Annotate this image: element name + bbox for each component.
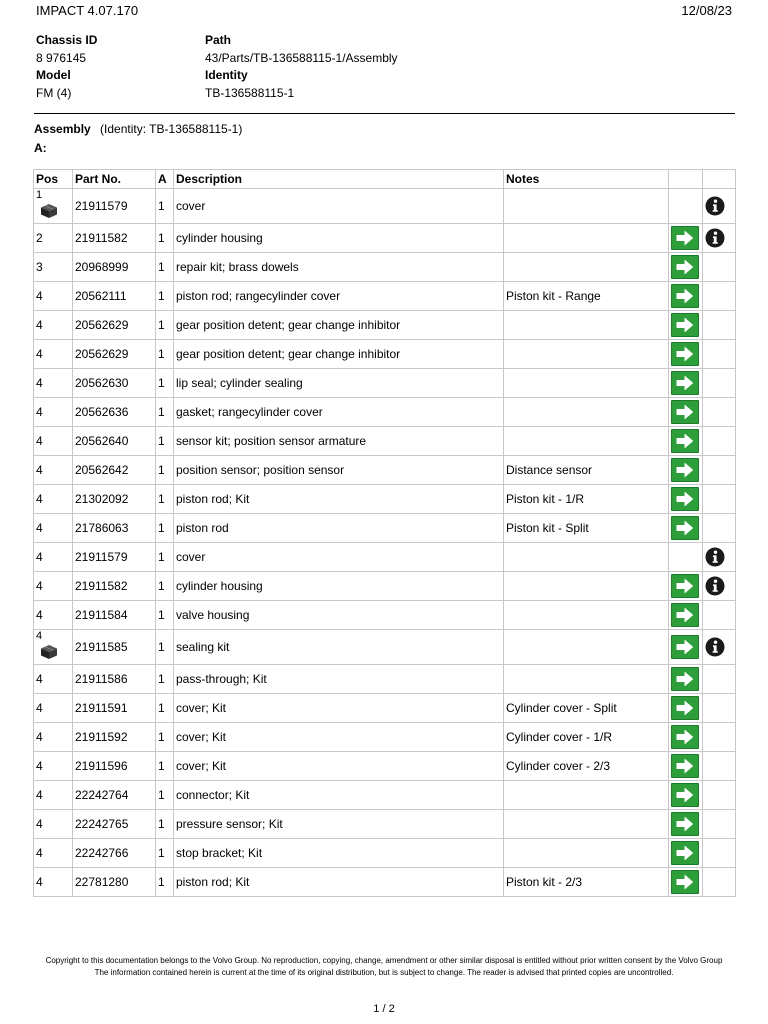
quantity: 1 [156,485,174,514]
action-cell [669,781,703,810]
pos-cell: 4 [34,694,73,723]
notes: Cylinder cover - Split [504,694,669,723]
pos-cell: 4 [34,369,73,398]
info-icon[interactable] [705,576,725,596]
table-row [34,427,736,456]
arrow-right-icon[interactable] [671,696,699,720]
arrow-right-icon[interactable] [671,284,699,308]
description: repair kit; brass dowels [174,253,504,282]
action-cell [669,398,703,427]
col-header-part: Part No. [73,170,156,189]
parts-table [33,169,736,897]
part-number: 20562629 [73,311,156,340]
pos-cell: 4 [34,485,73,514]
info-cell [703,694,736,723]
part-number: 21911591 [73,694,156,723]
description: cover; Kit [174,752,504,781]
pos-cell: 4 [34,514,73,543]
table-row [34,665,736,694]
info-cell [703,601,736,630]
description: cover [174,543,504,572]
page-number: 1 / 2 [373,1003,395,1015]
action-cell [669,514,703,543]
quantity: 1 [156,189,174,224]
info-cell [703,398,736,427]
table-row [34,839,736,868]
info-cell [703,839,736,868]
arrow-right-icon[interactable] [671,870,699,894]
a-label: A: [34,141,47,155]
part-number: 22242766 [73,839,156,868]
description: gear position detent; gear change inhibitor [174,311,504,340]
info-cell [703,340,736,369]
action-cell [669,630,703,665]
description: lip seal; cylinder sealing [174,369,504,398]
arrow-right-icon[interactable] [671,812,699,836]
action-cell [669,224,703,253]
arrow-right-icon[interactable] [671,754,699,778]
part-number: 20562630 [73,369,156,398]
notes: Piston kit - Range [504,282,669,311]
action-cell [669,253,703,282]
part-number: 21911585 [73,630,156,665]
quantity: 1 [156,694,174,723]
quantity: 1 [156,839,174,868]
pos-cell: 2 [34,224,73,253]
action-cell [669,282,703,311]
info-cell [703,189,736,224]
description: gear position detent; gear change inhibitor [174,340,504,369]
action-cell [669,311,703,340]
arrow-right-icon[interactable] [671,371,699,395]
quantity: 1 [156,868,174,897]
part-number: 20562111 [73,282,156,311]
table-row [34,514,736,543]
description: connector; Kit [174,781,504,810]
action-cell [669,543,703,572]
meta-left [36,32,97,102]
part-number: 20562640 [73,427,156,456]
info-cell [703,868,736,897]
description: piston rod [174,514,504,543]
assembly-identity: (Identity: TB-136588115-1) [100,122,243,136]
action-cell [669,868,703,897]
quantity: 1 [156,723,174,752]
pos-cell: 4 [34,282,73,311]
quantity: 1 [156,398,174,427]
action-cell [669,189,703,224]
arrow-right-icon[interactable] [671,603,699,627]
table-row [34,694,736,723]
quantity: 1 [156,427,174,456]
meta-right [205,32,398,102]
arrow-right-icon[interactable] [671,255,699,279]
notes [504,601,669,630]
table-row [34,630,736,665]
quantity: 1 [156,543,174,572]
notes [504,810,669,839]
part-box-icon[interactable] [40,644,58,663]
identity-value: TB-136588115-1 [205,86,295,100]
pos-cell: 4 [34,752,73,781]
quantity: 1 [156,340,174,369]
table-header-row [34,170,736,189]
arrow-right-icon[interactable] [671,725,699,749]
pos-cell [34,189,73,224]
info-cell [703,311,736,340]
table-row [34,810,736,839]
arrow-right-icon[interactable] [671,516,699,540]
part-number: 20562629 [73,340,156,369]
description: piston rod; rangecylinder cover [174,282,504,311]
pos-cell: 4 [34,868,73,897]
action-cell [669,427,703,456]
description: position sensor; position sensor [174,456,504,485]
assembly-heading [34,122,242,136]
notes [504,572,669,601]
quantity: 1 [156,630,174,665]
info-cell [703,665,736,694]
info-cell [703,282,736,311]
col-header-notes: Notes [504,170,669,189]
arrow-right-icon[interactable] [671,313,699,337]
action-cell [669,485,703,514]
description: piston rod; Kit [174,868,504,897]
col-header-info [703,170,736,189]
info-cell [703,456,736,485]
pos-cell: 4 [34,723,73,752]
part-number: 21911582 [73,572,156,601]
table-row [34,369,736,398]
action-cell [669,601,703,630]
table-row [34,340,736,369]
copyright-text: Copyright to this documentation belongs to the Volvo Group. No reproduction, copying, change, amendment or other similar disposal is entitled without prior written consent by the Volvo Group [45,956,723,965]
info-cell [703,253,736,282]
table-row [34,485,736,514]
notes [504,665,669,694]
notes [504,369,669,398]
action-cell [669,810,703,839]
parts-table-body [34,189,736,897]
info-cell [703,427,736,456]
table-row [34,723,736,752]
action-cell [669,723,703,752]
pos-cell: 4 [34,839,73,868]
info-cell [703,630,736,665]
info-icon[interactable] [705,228,725,248]
notes [504,253,669,282]
disclaimer-text: The information contained herein is current at the time of its original distribution, but is subject to change. The reader is advised that printed copies are uncontrolled. [94,968,674,977]
pos-cell: 4 [34,810,73,839]
notes: Piston kit - 1/R [504,485,669,514]
notes [504,189,669,224]
notes [504,781,669,810]
info-icon[interactable] [705,196,725,216]
notes: Piston kit - Split [504,514,669,543]
chassis-value: 8 976145 [36,51,87,65]
pos-cell: 3 [34,253,73,282]
description: cover; Kit [174,723,504,752]
assembly-label: Assembly [34,122,91,136]
pos-cell: 4 [34,311,73,340]
info-cell [703,224,736,253]
part-number: 21911596 [73,752,156,781]
action-cell [669,340,703,369]
notes: Piston kit - 2/3 [504,868,669,897]
description: stop bracket; Kit [174,839,504,868]
table-row [34,572,736,601]
info-cell [703,543,736,572]
top-bar [36,3,732,19]
notes [504,543,669,572]
notes [504,224,669,253]
col-header-a: A [156,170,174,189]
pos-cell: 4 [34,427,73,456]
footer [30,955,738,979]
pos-cell: 4 [34,398,73,427]
table-row [34,311,736,340]
arrow-right-icon[interactable] [671,400,699,424]
quantity: 1 [156,665,174,694]
part-number: 22781280 [73,868,156,897]
info-cell [703,723,736,752]
table-row [34,224,736,253]
table-row [34,253,736,282]
description: sensor kit; position sensor armature [174,427,504,456]
quantity: 1 [156,369,174,398]
part-number: 20968999 [73,253,156,282]
arrow-right-icon[interactable] [671,574,699,598]
arrow-right-icon[interactable] [671,635,699,659]
action-cell [669,839,703,868]
description: cylinder housing [174,572,504,601]
pos-cell: 4 [34,601,73,630]
notes [504,630,669,665]
pos-value: 1 [36,189,43,201]
table-row [34,868,736,897]
part-number: 21302092 [73,485,156,514]
info-cell [703,781,736,810]
part-number: 21786063 [73,514,156,543]
path-value: 43/Parts/TB-136588115-1/Assembly [205,51,398,65]
identity-label: Identity [205,68,248,82]
part-number: 21911592 [73,723,156,752]
notes [504,340,669,369]
table-row [34,601,736,630]
quantity: 1 [156,514,174,543]
notes [504,427,669,456]
table-row [34,456,736,485]
arrow-right-icon[interactable] [671,458,699,482]
notes [504,839,669,868]
col-header-description: Description [174,170,504,189]
description: cover; Kit [174,694,504,723]
part-number: 21911586 [73,665,156,694]
pos-cell [34,630,73,665]
description: pass-through; Kit [174,665,504,694]
part-number: 21911579 [73,189,156,224]
part-number: 22242764 [73,781,156,810]
notes [504,311,669,340]
quantity: 1 [156,601,174,630]
pos-cell: 4 [34,456,73,485]
arrow-right-icon[interactable] [671,783,699,807]
header-divider [34,113,735,114]
quantity: 1 [156,224,174,253]
col-header-action [669,170,703,189]
quantity: 1 [156,572,174,601]
pos-cell: 4 [34,572,73,601]
notes: Cylinder cover - 1/R [504,723,669,752]
model-label: Model [36,68,71,82]
pos-cell: 4 [34,781,73,810]
col-header-pos: Pos [34,170,73,189]
part-box-icon[interactable] [40,203,58,222]
part-number: 20562642 [73,456,156,485]
pos-cell: 4 [34,543,73,572]
action-cell [669,369,703,398]
chassis-label: Chassis ID [36,33,98,47]
path-label: Path [205,33,232,47]
action-cell [669,694,703,723]
part-number: 21911579 [73,543,156,572]
quantity: 1 [156,253,174,282]
quantity: 1 [156,282,174,311]
quantity: 1 [156,810,174,839]
action-cell [669,572,703,601]
pos-cell: 4 [34,665,73,694]
arrow-right-icon[interactable] [671,841,699,865]
info-cell [703,485,736,514]
info-cell [703,752,736,781]
pos-value: 4 [36,630,43,642]
action-cell [669,456,703,485]
part-number: 22242765 [73,810,156,839]
notes [504,398,669,427]
table-row [34,752,736,781]
description: gasket; rangecylinder cover [174,398,504,427]
quantity: 1 [156,311,174,340]
table-row [34,398,736,427]
action-cell [669,752,703,781]
info-cell [703,369,736,398]
quantity: 1 [156,752,174,781]
table-row [34,543,736,572]
info-cell [703,514,736,543]
description: pressure sensor; Kit [174,810,504,839]
action-cell [669,665,703,694]
table-row [34,781,736,810]
part-number: 20562636 [73,398,156,427]
description: cover [174,189,504,224]
arrow-right-icon[interactable] [671,226,699,250]
table-row [34,189,736,224]
arrow-right-icon[interactable] [671,667,699,691]
info-icon[interactable] [705,637,725,657]
print-date: 12/08/23 [681,3,732,18]
info-cell [703,572,736,601]
description: piston rod; Kit [174,485,504,514]
model-value: FM (4) [36,86,72,100]
arrow-right-icon[interactable] [671,487,699,511]
quantity: 1 [156,456,174,485]
description: sealing kit [174,630,504,665]
notes: Cylinder cover - 2/3 [504,752,669,781]
quantity: 1 [156,781,174,810]
pos-cell: 4 [34,340,73,369]
description: cylinder housing [174,224,504,253]
info-icon[interactable] [705,547,725,567]
part-number: 21911582 [73,224,156,253]
table-row [34,282,736,311]
app-title: IMPACT 4.07.170 [36,3,139,18]
notes: Distance sensor [504,456,669,485]
description: valve housing [174,601,504,630]
part-number: 21911584 [73,601,156,630]
arrow-right-icon[interactable] [671,342,699,366]
info-cell [703,810,736,839]
arrow-right-icon[interactable] [671,429,699,453]
